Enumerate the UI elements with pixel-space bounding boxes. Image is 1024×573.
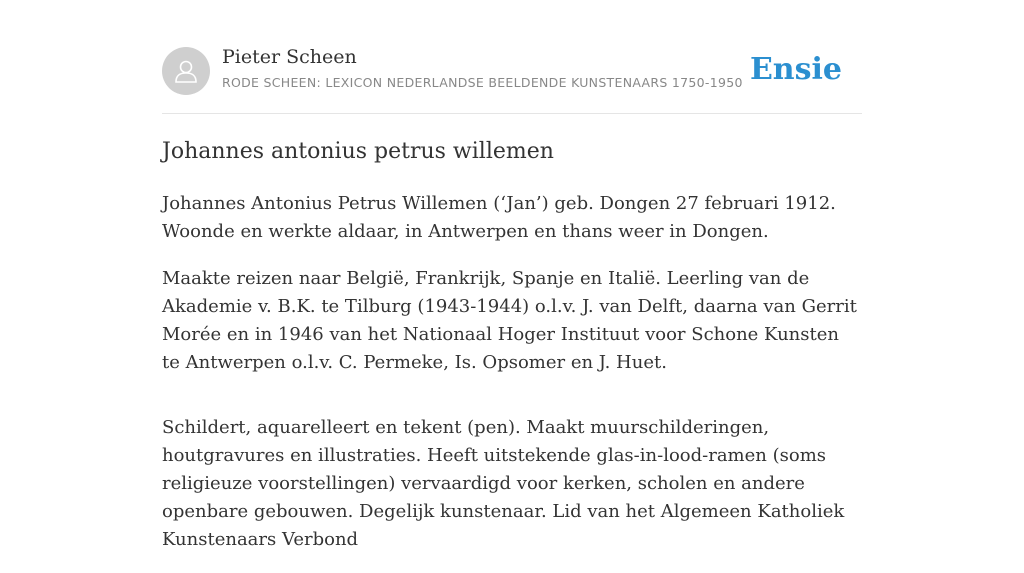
article-body [162, 190, 862, 573]
brand-logo[interactable]: Ensie [749, 52, 842, 87]
article-paragraph: Johannes Antonius Petrus Willemen (‘Jan’) geb. Dongen 27 februari 1912. Woonde en werkte aldaar, in Antwerpen en thans weer in Dongen. [162, 193, 836, 242]
author-name[interactable]: Pieter Scheen [222, 46, 357, 68]
page-header [162, 0, 862, 114]
page-container [162, 0, 862, 550]
author-source: RODE SCHEEN: LEXICON NEDERLANDSE BEELDENDE KUNSTENAARS 1750-1950 [222, 75, 743, 90]
author-avatar[interactable] [162, 47, 210, 95]
article-paragraph: Schildert, aquarelleert en tekent (pen). Maakt muurschilderingen, houtgravures en illustraties. Heeft uitstekende glas-in-lood-ramen (soms religieuze voorstellingen) vervaardigd voor kerken, scholen en andere openbare gebouwen. Degelijk kunstenaar. Lid van het Algemeen Katholiek Kunstenaars Verbond [162, 417, 845, 550]
user-icon [172, 57, 200, 85]
article-title: Johannes antonius petrus willemen [162, 139, 554, 164]
article-paragraph: Maakte reizen naar België, Frankrijk, Spanje en Italië. Leerling van de Akademie v. B.K. te Tilburg (1943-1944) o.l.v. J. van Delft, daarna van Gerrit Morée en in 1946 van het Nationaal Hoger Instituut voor Schone Kunsten te Antwerpen o.l.v. C. Permeke, Is. Opsomer en J. Huet. [162, 268, 857, 373]
